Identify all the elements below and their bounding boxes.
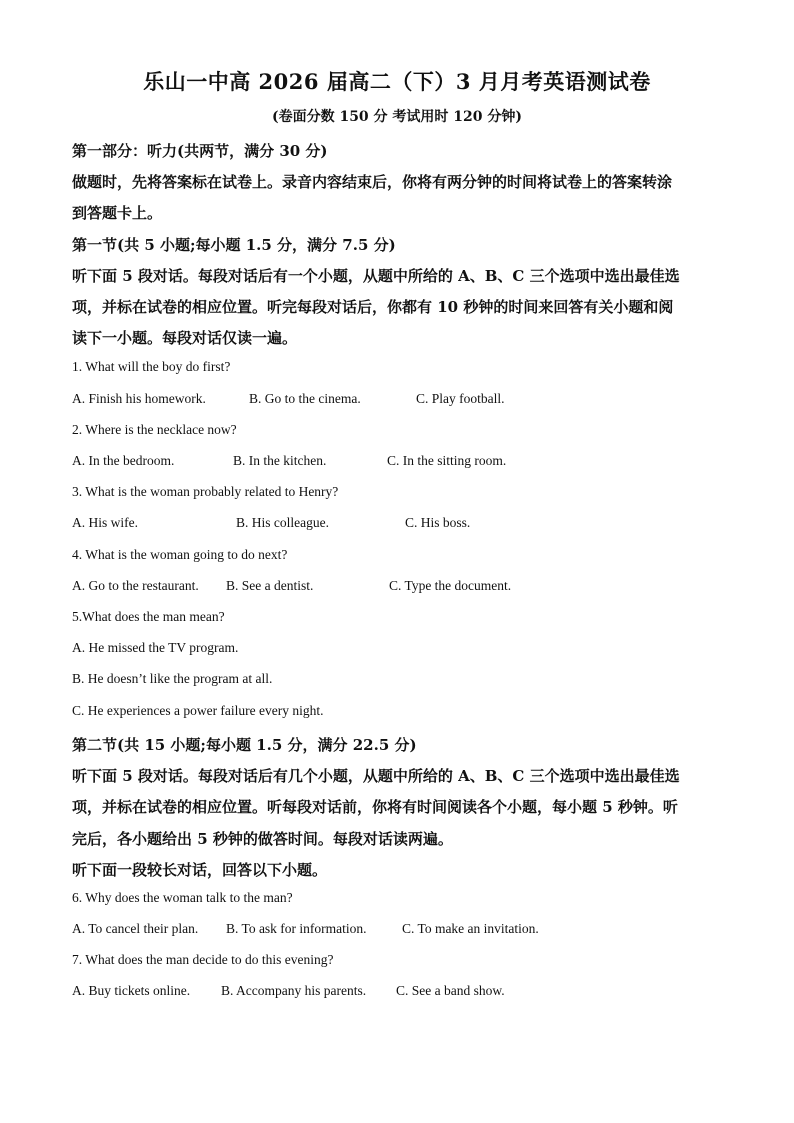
option-b: B. To ask for information. (226, 921, 367, 936)
section1-instruction-line2: 项，并标在试卷的相应位置。听完每段对话后，你都有 10 秒钟的时间来回答有关小题和阅 (72, 298, 674, 316)
question-stem: 4. What is the woman going to do next? (72, 547, 288, 562)
part1-instruction-line2: 到答题卡上。 (72, 204, 163, 222)
option-c: C. To make an invitation. (402, 921, 539, 936)
section1-instruction-line3: 读下一小题。每段对话仅读一遍。 (72, 329, 298, 347)
question-stem: 2. Where is the necklace now? (72, 422, 237, 437)
option-b: B. See a dentist. (226, 578, 314, 593)
option-a: A. He missed the TV program. (72, 640, 239, 655)
section1-instruction-line1: 听下面 5 段对话。每段对话后有一个小题，从题中所给的 A、B、C 三个选项中选出最佳选 (72, 267, 680, 285)
option-b: B. In the kitchen. (233, 453, 327, 468)
question-stem: 7. What does the man decide to do this evening? (72, 952, 334, 967)
section1-heading: 第一节(共 5 小题;每小题 1.5 分，满分 7.5 分) (72, 236, 396, 254)
option-c: C. He experiences a power failure every night. (72, 703, 324, 718)
page-title: 乐山一中高 2026 届高二（下）3 月月考英语测试卷 (143, 69, 651, 94)
option-c: C. Type the document. (389, 578, 512, 593)
option-a: A. To cancel their plan. (72, 921, 199, 936)
option-a: A. In the bedroom. (72, 453, 175, 468)
question-stem: 1. What will the boy do first? (72, 359, 231, 374)
section2-instruction-line3: 完后，各小题给出 5 秒钟的做答时间。每段对话读两遍。 (72, 830, 453, 848)
section2-instruction-line1: 听下面 5 段对话。每段对话后有几个小题，从题中所给的 A、B、C 三个选项中选出最佳选 (72, 767, 680, 785)
option-a: A. Buy tickets online. (72, 983, 191, 998)
section2-heading: 第二节(共 15 小题;每小题 1.5 分，满分 22.5 分) (72, 736, 417, 754)
option-b: B. His colleague. (236, 515, 329, 530)
option-a: A. Finish his homework. (72, 391, 206, 406)
option-b: B. Go to the cinema. (249, 391, 361, 406)
question-stem: 3. What is the woman probably related to Henry? (72, 484, 339, 499)
question-stem: 6. Why does the woman talk to the man? (72, 890, 293, 905)
option-c: C. Play football. (416, 391, 505, 406)
section2-instruction-line2: 项，并标在试卷的相应位置。听每段对话前，你将有时间阅读各个小题，每小题 5 秒钟。听 (72, 798, 678, 816)
option-b: B. He doesn’t like the program at all. (72, 671, 273, 686)
part1-instruction-line1: 做题时，先将答案标在试卷上。录音内容结束后，你将有两分钟的时间将试卷上的答案转涂 (72, 173, 673, 191)
page-subtitle: (卷面分数 150 分 考试用时 120 分钟) (271, 109, 523, 125)
question-stem: 5.What does the man mean? (72, 609, 225, 624)
option-c: C. See a band show. (396, 983, 505, 998)
option-b: B. Accompany his parents. (221, 983, 367, 998)
option-a: A. His wife. (72, 515, 138, 530)
option-c: C. In the sitting room. (387, 453, 507, 468)
option-a: A. Go to the restaurant. (72, 578, 199, 593)
option-c: C. His boss. (405, 515, 471, 530)
section2-sub-instruction: 听下面一段较长对话，回答以下小题。 (72, 861, 328, 879)
part1-heading: 第一部分：听力(共两节，满分 30 分) (72, 142, 328, 160)
